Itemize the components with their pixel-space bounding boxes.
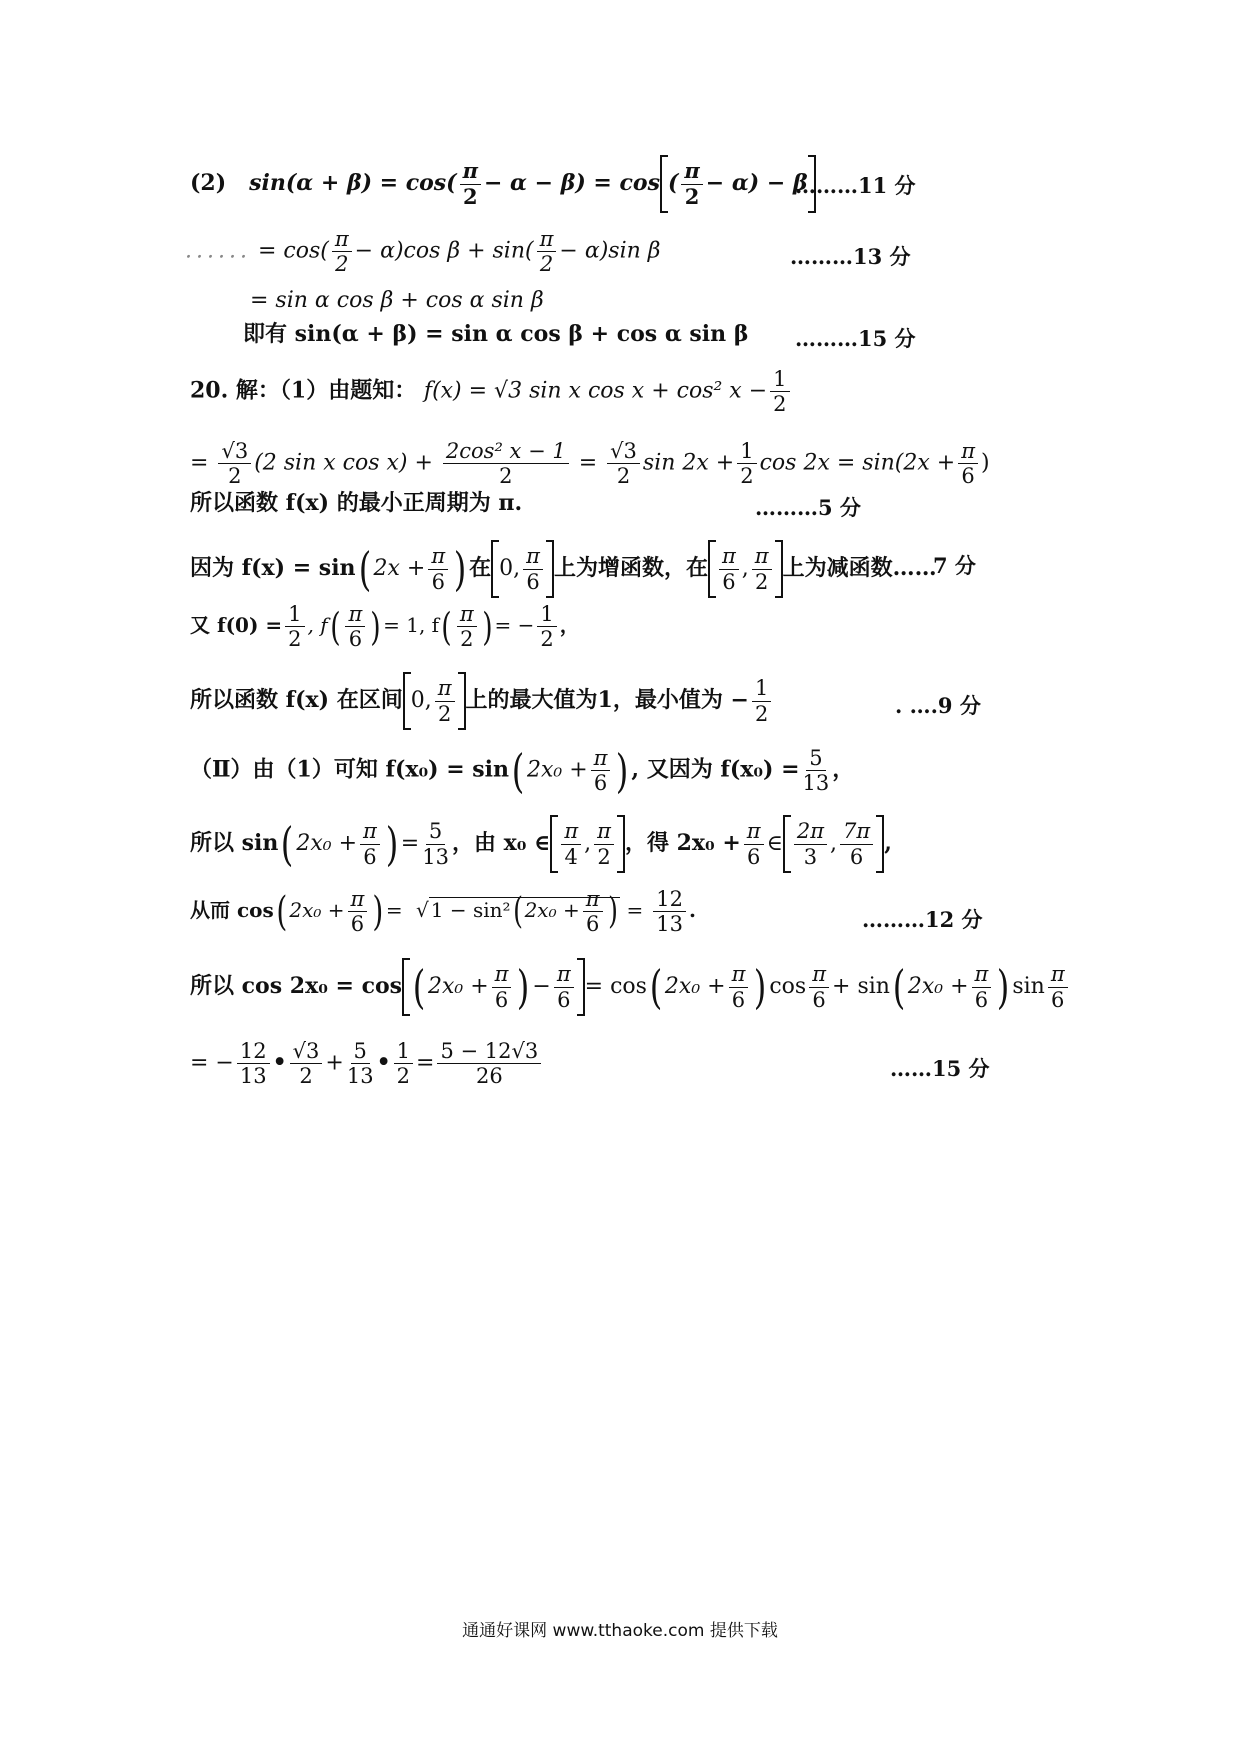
q20-line6: 所以函数 f(x) 在区间 0, $\frac{\pi}{2}$ 上的最大值为1，最小值为 − $\frac{1}{2}$ xyxy=(190,672,774,730)
q20-line3: 所以函数 f(x) 的最小正周期为 π. xyxy=(190,490,523,516)
q20-line4: 因为 f(x) = sin( 2x + $\frac{\pi}{6}$ ) 在 0, $\frac{\pi}{6}$ 上为增函数，在 $\frac{\pi}{6}$ , $\frac{\pi}{2}$ 上为减函数…… xyxy=(190,542,937,596)
formula-text: − α) − β xyxy=(705,170,808,196)
part2-line4: 即有 sin(α + β) = sin α cos β + cos α sin β xyxy=(243,321,749,347)
part2-line2: ...... = cos( $\frac{\pi}{2}$ − α)cos β + sin( $\frac{\pi}{2}$ − α)sin β xyxy=(185,227,661,277)
left-bracket xyxy=(660,155,668,213)
score-9: . ….9 分 xyxy=(895,693,981,718)
q20-line11: = − $\frac{12}{13}$ • $\frac{√3}{2}$ + $\frac{5}{13}$ • $\frac{1}{2}$ = $\frac{5 - 12√3}{26}$ xyxy=(190,1040,544,1087)
score-7: 7 分 xyxy=(933,553,976,578)
q20-line9: 从而 cos( 2x₀ + $\frac{\pi}{6}$ ) = √ 1 − sin²( 2x₀ + $\frac{\pi}{6}$ ) = $\frac{12}{13}$ . xyxy=(190,887,696,937)
sqrt-expression: 1 − sin²( 2x₀ + $\frac{\pi}{6}$ ) xyxy=(429,897,620,922)
formula-text: ( xyxy=(667,170,679,196)
footer-credit: 通通好课网 www.tthaoke.com 提供下载 xyxy=(462,1621,778,1641)
formula-text: − α − β) = cos xyxy=(483,170,660,196)
q20-line10: 所以 cos 2x₀ = cos ( 2x₀ + $\frac{\pi}{6}$ ) − $\frac{\pi}{6}$ = cos( 2x₀ + $\frac{\pi}{6}$ ) cos $\frac{\pi}{6}$ + sin( 2x₀ + $\frac{\pi}{6}$ ) sin $\frac{\pi}{6}$ xyxy=(190,958,1071,1016)
fraction-pi-2: $\frac{\pi}{2}$ xyxy=(460,160,481,207)
fraction-pi-2: $\frac{\pi}{2}$ xyxy=(681,160,702,207)
score-15a: ………15 分 xyxy=(795,326,916,351)
formula-text: sin(α + β) = cos( xyxy=(249,170,457,196)
q20-line5: 又 f(0) = $\frac{1}{2}$ , f( $\frac{\pi}{6}$ ) = 1, f( $\frac{\pi}{2}$ ) = − $\frac{1}{2}$ ， xyxy=(190,602,580,652)
score-15b: ……15 分 xyxy=(890,1056,990,1081)
part2-line1 xyxy=(190,155,816,213)
score-11: ………11 分 xyxy=(795,173,916,198)
score-5: ………5 分 xyxy=(755,495,861,520)
q20-line7: （Ⅱ）由（1）可知 f(x₀) = sin( 2x₀ + $\frac{\pi}{6}$ ) , 又因为 f(x₀) = $\frac{5}{13}$ ， xyxy=(190,743,855,798)
q20-line2: = $\frac{√3}{2}$ (2 sin x cos x) + $\frac{\text{2cos² x − 1}}{2}$ = $\frac{√3}{2}$ sin 2x + $\frac{1}{2}$ cos 2x = sin(2x + $\frac{\pi}{6}$ ) xyxy=(190,439,990,489)
q20-line1: 20. 解：（1）由题知： f(x) = √3 sin x cos x + cos² x − $\frac{1}{2}$ xyxy=(190,368,793,415)
part-label: (2) xyxy=(190,170,227,196)
q20-line8: 所以 sin( 2x₀ + $\frac{\pi}{6}$ ) = $\frac{5}{13}$ ，由 x₀ ∈ $\frac{\pi}{4}$ , $\frac{\pi}{2}$ ，得 2x₀ + $\frac{\pi}{6}$ ∈ $\frac{2\pi}{3}$ , $\frac{7\pi}{6}$ , xyxy=(190,817,892,871)
part2-line3: = sin α cos β + cos α sin β xyxy=(250,288,544,313)
score-13: ………13 分 xyxy=(790,244,911,269)
score-12: ………12 分 xyxy=(862,907,983,932)
